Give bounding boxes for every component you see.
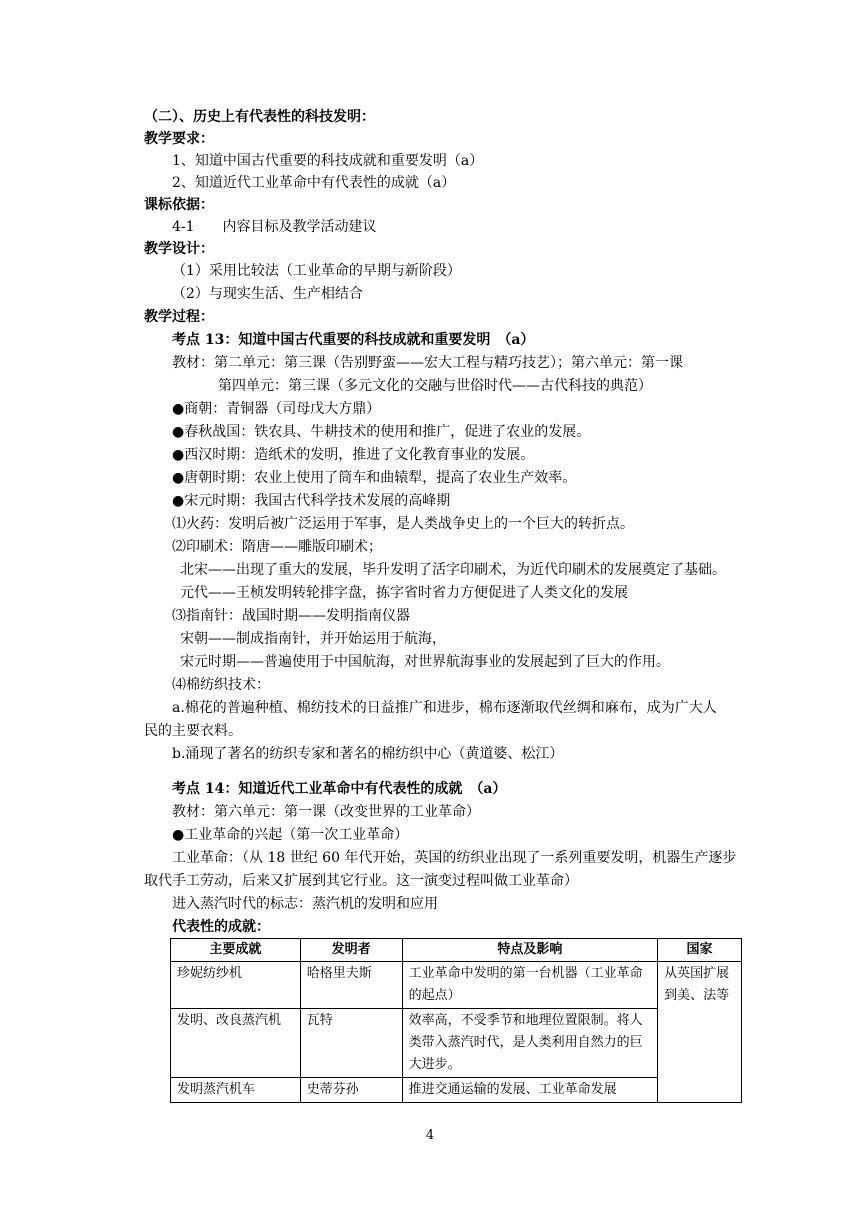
- design-item-2: （2）与现实生活、生产相结合: [172, 286, 363, 302]
- label-teaching-design: 教学设计：: [144, 241, 214, 257]
- compass-song: 宋朝——制成指南针，并开始运用于航海，: [180, 631, 446, 647]
- table-row: [171, 962, 742, 1009]
- table-cell: 珍妮纺纱机: [171, 962, 301, 1009]
- requirement-2: 2、知道近代工业革命中有代表性的成就（a）: [172, 175, 456, 191]
- table-cell: 推进交通运输的发展、工业革命发展: [402, 1078, 657, 1103]
- design-item-1: （1）采用比较法（工业革命的早期与新阶段）: [172, 263, 461, 279]
- label-representative-achievements: 代表性的成就：: [172, 919, 270, 935]
- table-header-row: [171, 939, 742, 962]
- label-teaching-process: 教学过程：: [144, 309, 214, 325]
- compass-item: ⑶指南针：战国时期——发明指南仪器: [172, 608, 410, 624]
- textbook-ref-13-cont: 第四单元：第三课（多元文化的交融与世俗时代——古代科技的典范）: [218, 378, 652, 394]
- table-header: 主要成就: [171, 939, 301, 962]
- cotton-item: ⑷棉纺织技术：: [172, 677, 270, 693]
- bullet-industrial-revolution: ●工业革命的兴起（第一次工业革命）: [172, 827, 409, 843]
- requirement-1: 1、知道中国古代重要的科技成就和重要发明（a）: [172, 153, 484, 169]
- table-cell: 史蒂芬孙: [300, 1078, 402, 1103]
- section-heading: （二）、历史上有代表性的科技发明：: [144, 109, 375, 125]
- table-row: [171, 1009, 742, 1078]
- printing-beisong: 北宋——出现了重大的发展，毕升发明了活字印刷术，为近代印刷术的发展奠定了基础。: [180, 562, 726, 578]
- bullet-chunqiu: ●春秋战国：铁农具、牛耕技术的使用和推广，促进了农业的发展。: [172, 424, 591, 440]
- exam-point-14-heading: 考点 14：知道近代工业革命中有代表性的成就 （a）: [172, 781, 507, 797]
- printing-item: ⑵印刷术：隋唐——雕版印刷术；: [172, 539, 382, 555]
- bullet-xihan: ●西汉时期：造纸术的发明，推进了文化教育事业的发展。: [172, 447, 535, 463]
- table-cell-country: 从英国扩展到美、法等: [658, 962, 742, 1103]
- table-header: 国家: [658, 939, 742, 962]
- table-cell: 哈格里夫斯: [300, 962, 402, 1009]
- gunpowder-item: ⑴火药：发明后被广泛运用于军事，是人类战争史上的一个巨大的转折点。: [172, 516, 634, 532]
- table-cell: 瓦特: [300, 1009, 402, 1078]
- cotton-a: a.棉花的普遍种植、棉纺技术的日益推广和进步，棉布逐渐取代丝绸和麻布，成为广大人: [172, 700, 717, 716]
- page-number: 4: [425, 1128, 435, 1143]
- table-cell: 效率高，不受季节和地理位置限制。将人类带入蒸汽时代，是人类利用自然力的巨大进步。: [402, 1009, 657, 1078]
- textbook-ref-13: 教材：第二单元：第三课（告别野蛮——宏大工程与精巧技艺）；第六单元：第一课: [172, 355, 683, 371]
- label-teaching-requirements: 教学要求：: [144, 131, 214, 147]
- industrial-revolution-def: 工业革命：（从 18 世纪 60 年代开始，英国的纺织业出现了一系列重要发明，机器生产逐步: [172, 850, 737, 866]
- table-cell: 工业革命中发明的第一台机器（工业革命的起点）: [402, 962, 657, 1009]
- table-cell: 发明、改良蒸汽机: [171, 1009, 301, 1078]
- compass-songyuan: 宋元时期——普遍使用于中国航海，对世界航海事业的发展起到了巨大的作用。: [180, 654, 670, 670]
- exam-point-13-heading: 考点 13：知道中国古代重要的科技成就和重要发明 （a）: [172, 332, 535, 348]
- label-curriculum-basis: 课标依据：: [144, 197, 214, 213]
- table-row: [171, 1078, 742, 1103]
- curriculum-basis-item: 4-1 内容目标及教学活动建议: [172, 219, 377, 235]
- bullet-songyuan: ●宋元时期：我国古代科学技术发展的高峰期: [172, 493, 451, 509]
- bullet-shang: ●商朝：青铜器（司母戊大方鼎）: [172, 401, 381, 417]
- table-cell: 发明蒸汽机车: [171, 1078, 301, 1103]
- steam-age-sign: 进入蒸汽时代的标志：蒸汽机的发明和应用: [172, 896, 438, 912]
- table-header: 发明者: [300, 939, 402, 962]
- achievements-table: [170, 938, 742, 1103]
- table-header: 特点及影响: [402, 939, 657, 962]
- cotton-b: b.涌现了著名的纺织专家和著名的棉纺织中心（黄道婆、松江）: [172, 746, 564, 762]
- printing-yuan: 元代——王桢发明转轮排字盘，拣字省时省力方便促进了人类文化的发展: [180, 585, 628, 601]
- cotton-a-cont: 民的主要衣料。: [144, 723, 242, 739]
- textbook-ref-14: 教材：第六单元：第一课（改变世界的工业革命）: [172, 804, 480, 820]
- industrial-revolution-def-cont: 取代手工劳动，后来又扩展到其它行业。这一演变过程叫做工业革命）: [144, 873, 578, 889]
- bullet-tang: ●唐朝时期：农业上使用了筒车和曲辕犁，提高了农业生产效率。: [172, 470, 577, 486]
